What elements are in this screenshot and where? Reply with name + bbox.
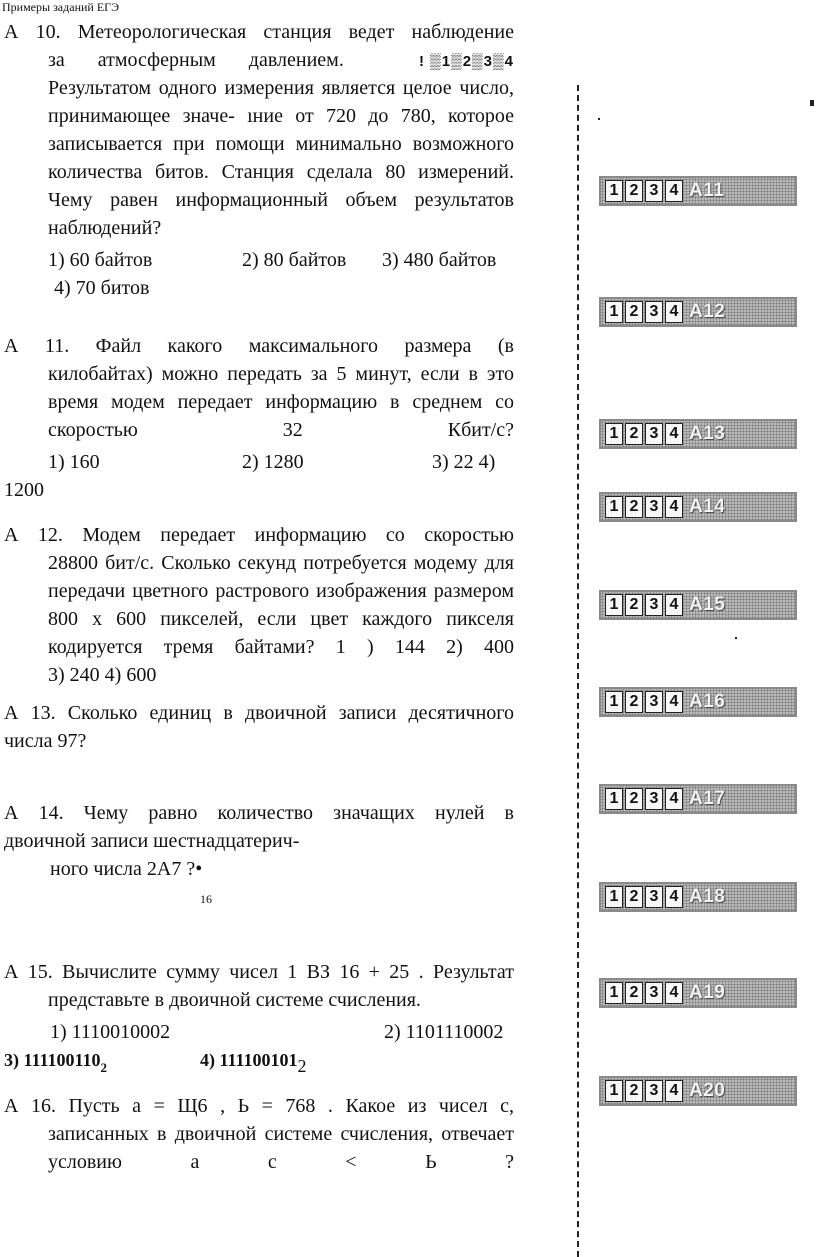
- scan-speck: [598, 118, 600, 120]
- answer-digit-4[interactable]: 4: [665, 1080, 683, 1102]
- answer-digit-4[interactable]: 4: [665, 594, 683, 616]
- answer-option: [4, 1046, 107, 1082]
- answer-digit-1[interactable]: 1: [605, 594, 623, 616]
- question-a14-line2: двоичной записи шестнадцатерич-: [4, 830, 300, 852]
- answer-box-label: A18: [689, 886, 726, 907]
- answer-option: 4) 70 битов: [54, 277, 150, 299]
- answer-box-a18[interactable]: [599, 882, 797, 912]
- answer-box-label: A19: [689, 982, 726, 1003]
- answer-box-label: A17: [689, 788, 726, 809]
- answer-digit-2[interactable]: 2: [625, 788, 643, 810]
- question-a12: [4, 521, 514, 689]
- question-a10-flag: ! ▒1▒2▒3▒4: [418, 53, 514, 70]
- answer-digit-3[interactable]: 3: [645, 496, 663, 518]
- answer-digit-3[interactable]: 3: [645, 301, 663, 323]
- answer-digit-1[interactable]: 1: [605, 301, 623, 323]
- scan-speck: [810, 100, 814, 106]
- question-a11-line1: А 11. Файл какого максимального размера (в: [4, 335, 514, 357]
- question-a10-line2: [4, 46, 514, 74]
- answer-option-main: 3) 111100110: [4, 1050, 101, 1070]
- answer-digit-3[interactable]: 3: [645, 1080, 663, 1102]
- answer-digit-3[interactable]: 3: [645, 180, 663, 202]
- question-a10: [4, 18, 514, 302]
- answer-digit-1[interactable]: 1: [605, 423, 623, 445]
- answer-digit-2[interactable]: 2: [625, 886, 643, 908]
- answer-digit-3[interactable]: 3: [645, 423, 663, 445]
- question-a13-line2: числа 97?: [4, 730, 87, 752]
- answer-digit-1[interactable]: 1: [605, 1080, 623, 1102]
- answer-digit-2[interactable]: 2: [625, 496, 643, 518]
- answer-box-a14[interactable]: [599, 492, 797, 522]
- answer-digit-3[interactable]: 3: [645, 691, 663, 713]
- answer-digit-3[interactable]: 3: [645, 982, 663, 1004]
- question-a16-text: записанных в двоичной системе счисления, отвечает условию а с < Ь ?: [48, 1123, 514, 1173]
- answer-option-main: 4) 111100101: [200, 1050, 298, 1070]
- question-a12-line1: А 12. Модем передает информацию со скоростью: [4, 524, 514, 546]
- answer-box-label: A20: [689, 1080, 726, 1101]
- answer-digit-4[interactable]: 4: [665, 301, 683, 323]
- answer-digit-3[interactable]: 3: [645, 788, 663, 810]
- answer-box-label: A13: [689, 423, 726, 444]
- answer-option-subscript: 2: [100, 1060, 108, 1075]
- answer-option: 1) 1110010002: [50, 1021, 171, 1043]
- answer-digit-4[interactable]: 4: [665, 886, 683, 908]
- answer-box-a17[interactable]: [599, 784, 797, 814]
- question-a10-answers: [4, 246, 514, 274]
- answer-box-label: A15: [689, 594, 726, 615]
- answer-digit-2[interactable]: 2: [625, 301, 643, 323]
- answer-option: 3) 22 4): [432, 451, 496, 473]
- answer-box-a12[interactable]: [599, 297, 797, 327]
- answer-option: 2) 80 байтов: [242, 249, 347, 271]
- answer-option: 1) 60 байтов: [48, 249, 153, 271]
- answer-box-a11[interactable]: [599, 176, 797, 206]
- answer-box-a15[interactable]: [599, 590, 797, 620]
- scan-speck: [735, 637, 737, 639]
- answer-digit-2[interactable]: 2: [625, 594, 643, 616]
- answer-option: 2) 1280: [242, 451, 304, 473]
- question-a11: [4, 332, 514, 504]
- question-a15-line1: А 15. Вычислите сумму чисел 1 ВЗ 16 + 25 . Результат: [4, 961, 514, 983]
- question-a12-last: 3) 240 4) 600: [48, 664, 157, 686]
- answer-digit-4[interactable]: 4: [665, 691, 683, 713]
- question-a16: [4, 1092, 514, 1176]
- answer-digit-4[interactable]: 4: [665, 180, 683, 202]
- question-a10-text: Результатом одного измерения является целое число, принимающее значе- ıние от 720 до 780, которое записывается при помощи минимально возможного количества битов. Станция сделала 80 измерений. Чему равен информационный объем результатов наблюдений?: [48, 77, 514, 239]
- question-a12-text: 28800 бит/с. Сколько секунд потребуется модему для передачи цветного растрового изображения размером 800 х 600 пикселей, если цвет каждого пикселя кодируется тремя байтами? 1 ) 144 2) 400: [48, 552, 514, 658]
- answer-digit-4[interactable]: 4: [665, 788, 683, 810]
- answer-digit-2[interactable]: 2: [625, 691, 643, 713]
- answer-digit-3[interactable]: 3: [645, 594, 663, 616]
- question-a15-answers-2: [4, 1046, 514, 1074]
- answer-digit-3[interactable]: 3: [645, 886, 663, 908]
- answer-box-a16[interactable]: [599, 687, 797, 717]
- question-a13: [4, 699, 514, 755]
- question-a15-answers: [4, 1018, 514, 1046]
- question-a11-text: килобайтах) можно передать за 5 минут, если в это время модем передает информацию в среднем со скоростью 32 Кбит/с?: [48, 363, 514, 441]
- question-a14-line3: ного числа 2А7 ?•: [50, 858, 203, 880]
- question-a15-line2: представьте в двоичной системе счисления.: [48, 989, 421, 1011]
- answer-digit-1[interactable]: 1: [605, 788, 623, 810]
- answer-digit-2[interactable]: 2: [625, 982, 643, 1004]
- answer-box-label: A11: [689, 180, 725, 201]
- answer-option: 3) 480 байтов: [382, 249, 497, 271]
- answer-option: 1) 160: [48, 451, 100, 473]
- answer-digit-1[interactable]: 1: [605, 496, 623, 518]
- answer-box-label: A16: [689, 691, 726, 712]
- answer-digit-1[interactable]: 1: [605, 691, 623, 713]
- question-a14-subscript: 16: [200, 892, 212, 906]
- answer-box-a19[interactable]: [599, 978, 797, 1008]
- question-a10-line1: А 10. Метеорологическая станция ведет наблюдение: [4, 21, 514, 43]
- answer-digit-2[interactable]: 2: [625, 423, 643, 445]
- answer-digit-1[interactable]: 1: [605, 886, 623, 908]
- answer-box-a20[interactable]: [599, 1076, 797, 1106]
- answer-digit-1[interactable]: 1: [605, 982, 623, 1004]
- question-a11-answers-2: [4, 476, 514, 504]
- question-a10-line2-text: за атмосферным давлением.: [48, 49, 344, 71]
- answer-option: 2) 1101110002: [384, 1021, 504, 1043]
- question-a15: [4, 958, 514, 1074]
- question-a14-line1: А 14. Чему равно количество значащих нулей в: [4, 802, 514, 824]
- cut-line: [577, 85, 579, 1257]
- question-a11-answers: [4, 448, 514, 476]
- question-a13-line1: А 13. Сколько единиц в двоичной записи десятичного: [4, 702, 514, 724]
- answer-box-label: A12: [689, 301, 726, 322]
- answer-digit-4[interactable]: 4: [665, 496, 683, 518]
- answer-digit-4[interactable]: 4: [665, 423, 683, 445]
- question-a16-line1: А 16. Пусть а = Щ6 , Ь = 768 . Какое из чисел с,: [4, 1095, 514, 1117]
- page-header: Примеры заданий ЕГЭ: [2, 0, 120, 14]
- answer-box-a13[interactable]: [599, 419, 797, 449]
- answer-option: 1200: [4, 479, 44, 501]
- answer-digit-4[interactable]: 4: [665, 982, 683, 1004]
- answer-box-label: A14: [689, 496, 726, 517]
- answer-option: [200, 1046, 307, 1080]
- answer-option-subscript: 2: [297, 1056, 307, 1076]
- answer-digit-2[interactable]: 2: [625, 180, 643, 202]
- answer-digit-2[interactable]: 2: [625, 1080, 643, 1102]
- question-a10-answers-2: [4, 274, 514, 302]
- answer-digit-1[interactable]: 1: [605, 180, 623, 202]
- question-a14: [4, 799, 514, 906]
